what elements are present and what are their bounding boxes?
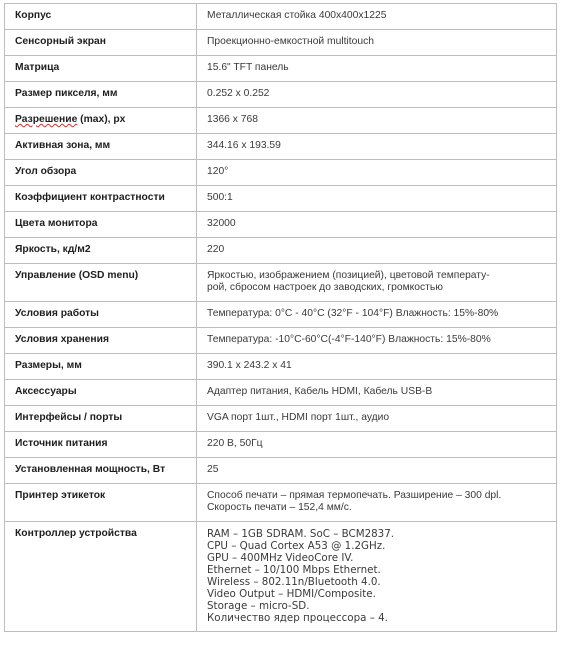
spec-label: Активная зона, мм	[5, 134, 197, 160]
spec-value: VGA порт 1шт., HDMI порт 1шт., аудио	[197, 406, 557, 432]
spec-value: 500:1	[197, 186, 557, 212]
spec-label: Коэффициент контрастности	[5, 186, 197, 212]
spellcheck-marked-word: Разрешение	[15, 114, 78, 125]
spec-label: Источник питания	[5, 432, 197, 458]
spec-value: 220	[197, 238, 557, 264]
spec-label: Угол обзора	[5, 160, 197, 186]
table-row	[5, 82, 557, 108]
spec-value: Температура: -10°C-60°C(-4°F-140°F) Влажность: 15%-80%	[197, 328, 557, 354]
spec-label: Корпус	[5, 4, 197, 30]
spec-value: 32000	[197, 212, 557, 238]
spec-label: Интерфейсы / порты	[5, 406, 197, 432]
table-row	[5, 522, 557, 632]
spec-value: Яркостью, изображением (позицией), цветовой температу- рой, сбросом настроек до заводских, громкостью	[197, 264, 557, 302]
spec-label: Контроллер устройства	[5, 522, 197, 632]
spec-label: Матрица	[5, 56, 197, 82]
spec-label: Установленная мощность, Вт	[5, 458, 197, 484]
table-row	[5, 186, 557, 212]
table-row	[5, 160, 557, 186]
spec-value: 15.6" TFT панель	[197, 56, 557, 82]
spec-label: Сенсорный экран	[5, 30, 197, 56]
table-row	[5, 458, 557, 484]
spec-label: Яркость, кд/м2	[5, 238, 197, 264]
spec-value: Проекционно-емкостной multitouch	[197, 30, 557, 56]
spec-value: Способ печати – прямая термопечать. Разширение – 300 dpl. Скорость печати – 152,4 мм/с.	[197, 484, 557, 522]
spec-value: 390.1 x 243.2 x 41	[197, 354, 557, 380]
table-row	[5, 56, 557, 82]
spec-label: Аксессуары	[5, 380, 197, 406]
table-row	[5, 30, 557, 56]
spec-value: 120°	[197, 160, 557, 186]
spec-value: Адаптер питания, Кабель HDMI, Кабель USB-B	[197, 380, 557, 406]
spec-value: 344.16 x 193.59	[197, 134, 557, 160]
table-row	[5, 302, 557, 328]
table-row	[5, 380, 557, 406]
table-row	[5, 238, 557, 264]
spec-value: 220 В, 50Гц	[197, 432, 557, 458]
spec-label: Управление (OSD menu)	[5, 264, 197, 302]
spec-value: RAM – 1GB SDRAM. SoC – BCM2837. CPU – Quad Cortex A53 @ 1.2GHz. GPU – 400MHz VideoCore IV. Ethernet – 10/100 Mbps Ethernet. Wireless – 802.11n/Bluetooth 4.0. Video Output – HDMI/Composite. Storage – micro-SD. Количество ядер процессора – 4.	[197, 522, 557, 632]
table-row	[5, 328, 557, 354]
table-row	[5, 4, 557, 30]
spec-value: 25	[197, 458, 557, 484]
spec-label	[5, 108, 197, 134]
spec-value: Температура: 0°C - 40°C (32°F - 104°F) Влажность: 15%-80%	[197, 302, 557, 328]
spec-label: Условия хранения	[5, 328, 197, 354]
spec-label: Цвета монитора	[5, 212, 197, 238]
table-row	[5, 134, 557, 160]
spec-label-rest: (max), px	[77, 114, 126, 125]
spec-label: Принтер этикеток	[5, 484, 197, 522]
spec-value: Металлическая стойка 400x400x1225	[197, 4, 557, 30]
table-row	[5, 354, 557, 380]
spec-label: Размер пикселя, мм	[5, 82, 197, 108]
table-row	[5, 406, 557, 432]
spec-value: 1366 x 768	[197, 108, 557, 134]
spec-label: Условия работы	[5, 302, 197, 328]
specifications-table	[4, 3, 557, 632]
table-row	[5, 212, 557, 238]
table-row	[5, 432, 557, 458]
table-row	[5, 264, 557, 302]
table-row	[5, 484, 557, 522]
spec-label: Размеры, мм	[5, 354, 197, 380]
table-row	[5, 108, 557, 134]
spec-value: 0.252 x 0.252	[197, 82, 557, 108]
